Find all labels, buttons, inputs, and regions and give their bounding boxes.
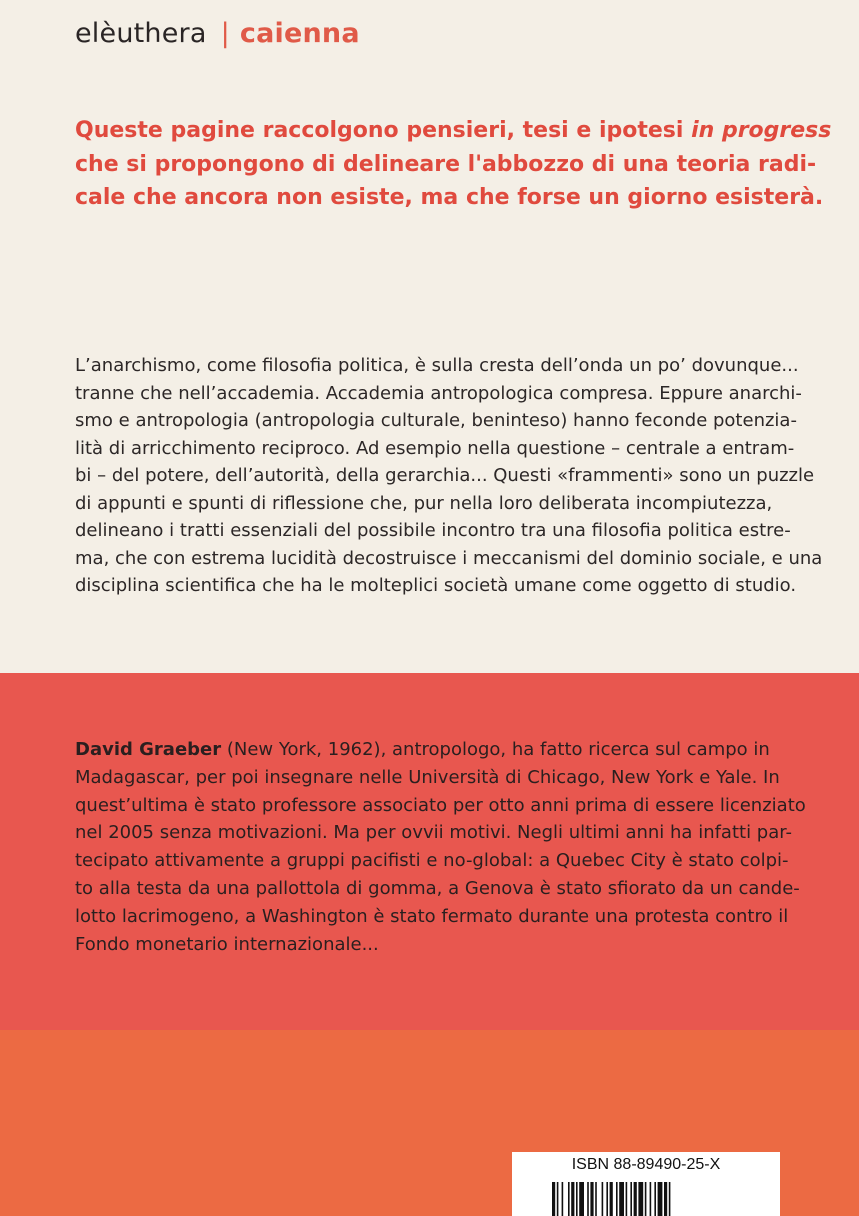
intro-emphasis: in progress — [691, 118, 832, 143]
header-separator: | — [220, 18, 230, 49]
description-line: tranne che nell’accademia. Accademia antropologica compresa. Eppure anarchi- — [75, 382, 802, 404]
description-line: bi – del potere, dell’autorità, della gerarchia... Questi «frammenti» sono un puzzle — [75, 465, 815, 486]
intro-line: cale che ancora non esiste, ma che forse un giorno esisterà. — [75, 185, 824, 210]
intro-line — [75, 114, 832, 148]
bio-line: tecipato attivamente a gruppi pacifisti e no-global: a Quebec City è stato colpi- — [75, 850, 789, 872]
bio-line: lotto lacrimogeno, a Washington è stato fermato durante una protesta contro il — [75, 905, 789, 927]
bio-line: Fondo monetario internazionale... — [75, 933, 379, 955]
series-name: caienna — [239, 18, 360, 49]
barcode-icon — [552, 1182, 740, 1216]
bio-line — [75, 736, 815, 764]
publisher-name: elèuthera — [75, 18, 207, 49]
description-line: L’anarchismo, come filosofia politica, è sulla cresta dell’onda un po’ dovunque... — [75, 355, 799, 376]
bio-line-text: (New York, 1962), antropologo, ha fatto ricerca sul campo in — [221, 739, 770, 760]
bio-line: quest’ultima è stato professore associato per otto anni prima di essere licenziato — [75, 794, 806, 816]
description-line: smo e antropologia (antropologia culturale, beninteso) hanno feconde potenzia- — [75, 410, 797, 431]
author-bio — [75, 736, 815, 958]
description-line: delineano i tratti essenziali del possibile incontro tra una filosofia politica estre- — [75, 520, 791, 541]
intro-blurb — [75, 114, 832, 215]
description-paragraph — [75, 352, 823, 600]
description-line: di appunti e spunti di riflessione che, pur nella loro deliberata incompiutezza, — [75, 492, 773, 514]
author-name: David Graeber — [75, 739, 222, 760]
description-line: disciplina scientifica che ha le molteplici società umane come oggetto di studio. — [75, 575, 797, 596]
description-line: lità di arricchimento reciproco. Ad esempio nella questione – centrale a entram- — [75, 437, 795, 459]
intro-line-text: Queste pagine raccolgono pensieri, tesi e ipotesi — [75, 118, 692, 143]
bio-line: nel 2005 senza motivazioni. Ma per ovvii motivi. Negli ultimi anni ha infatti par- — [75, 822, 793, 844]
description-line: ma, che con estrema lucidità decostruisce i meccanismi del dominio sociale, e una — [75, 547, 823, 569]
bio-line: Madagascar, per poi insegnare nelle Università di Chicago, New York e Yale. In — [75, 766, 780, 788]
isbn-text: ISBN 88-89490-25-X — [571, 1156, 721, 1173]
bio-line: to alla testa da una pallottola di gomma, a Genova è stato sfiorato da un cande- — [75, 877, 800, 899]
isbn-barcode-label — [512, 1152, 780, 1216]
publisher-header — [75, 18, 360, 49]
intro-line: che si propongono di delineare l'abbozzo di una teoria radi- — [75, 151, 817, 177]
